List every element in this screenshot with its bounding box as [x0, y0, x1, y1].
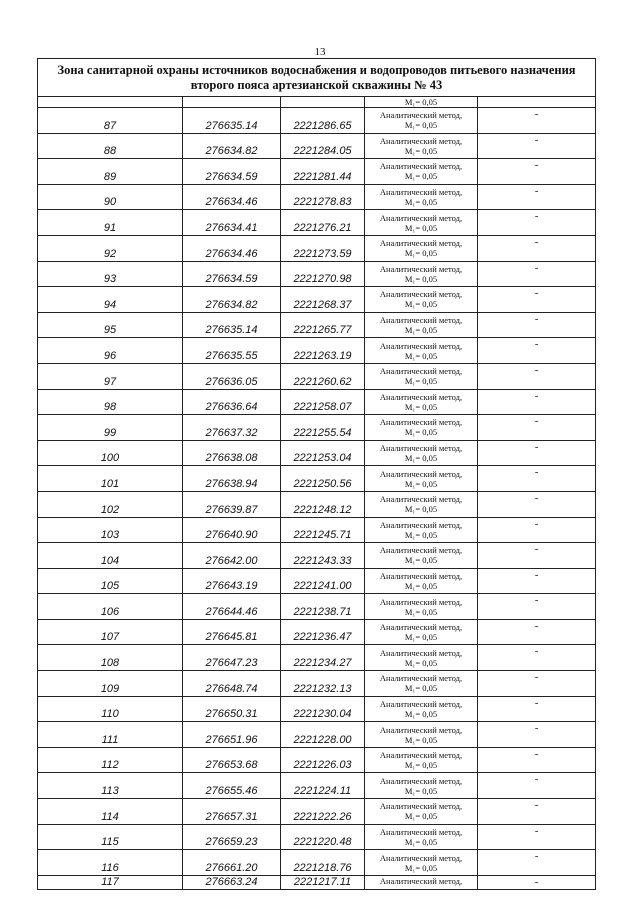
point-number: 114 — [38, 799, 183, 825]
coord-x: 276657.31 — [183, 799, 281, 825]
method-line1: Аналитический метод, — [379, 135, 463, 146]
coord-x: 276655.46 — [183, 773, 281, 799]
dash-cell: - — [478, 517, 596, 543]
table-row — [38, 645, 596, 671]
dash-cell: - — [478, 619, 596, 645]
table-row — [38, 235, 596, 261]
dash-cell: - — [478, 210, 596, 236]
coord-x: 276659.23 — [183, 824, 281, 850]
coord-x: 276642.00 — [183, 543, 281, 569]
coord-y: 2221253.04 — [281, 440, 365, 466]
coord-x: 276635.55 — [183, 338, 281, 364]
method-line2: M₁= 0,05 — [404, 427, 438, 438]
carryover-cell-n — [38, 97, 183, 108]
method-cell — [365, 747, 478, 773]
carryover-cell-dash — [478, 97, 596, 108]
method-line2: M₁= 0,05 — [404, 632, 438, 643]
method-line2: M₁= 0,05 — [404, 145, 438, 156]
method-cell — [365, 824, 478, 850]
dash-cell: - — [478, 159, 596, 185]
point-number: 93 — [38, 261, 183, 287]
method-line2: M₁= 0,05 — [404, 325, 438, 336]
point-number: 98 — [38, 389, 183, 415]
dash-cell: - — [478, 440, 596, 466]
method-line2: M₁= 0,05 — [404, 478, 438, 489]
table-row — [38, 773, 596, 799]
method-cell — [365, 159, 478, 185]
coord-y: 2221250.56 — [281, 466, 365, 492]
carryover-cell-y — [281, 97, 365, 108]
table-row — [38, 363, 596, 389]
table-row — [38, 722, 596, 748]
coord-y: 2221248.12 — [281, 491, 365, 517]
method-line2: M₁= 0,05 — [404, 862, 438, 873]
carryover-cell-x — [183, 97, 281, 108]
table-row — [38, 108, 596, 134]
coord-y: 2221222.26 — [281, 799, 365, 825]
coord-x: 276636.05 — [183, 363, 281, 389]
coord-x: 276635.14 — [183, 312, 281, 338]
point-number: 112 — [38, 747, 183, 773]
method-line1: Аналитический метод, — [379, 622, 463, 633]
method-line2: M₁= 0,05 — [404, 760, 438, 771]
table-row — [38, 210, 596, 236]
table-row — [38, 850, 596, 876]
point-number: 116 — [38, 850, 183, 876]
coord-y: 2221268.37 — [281, 287, 365, 313]
point-number: 111 — [38, 722, 183, 748]
method-cell — [365, 773, 478, 799]
method-line1: Аналитический метод, — [379, 801, 463, 812]
method-cell — [365, 543, 478, 569]
coord-x: 276635.14 — [183, 108, 281, 134]
method-line2: M₁= 0,05 — [404, 273, 438, 284]
table-row — [38, 543, 596, 569]
method-line2: M₁= 0,05 — [404, 529, 438, 540]
dash-cell: - — [478, 594, 596, 620]
method-cell — [365, 108, 478, 134]
method-line2: M₁= 0,05 — [404, 299, 438, 310]
method-line1: Аналитический метод, — [379, 519, 463, 530]
method-line1: Аналитический метод, — [379, 443, 463, 454]
method-cell — [365, 568, 478, 594]
point-number: 108 — [38, 645, 183, 671]
coord-x: 276645.81 — [183, 619, 281, 645]
coord-x: 276653.68 — [183, 747, 281, 773]
coord-x: 276638.94 — [183, 466, 281, 492]
method-line2: M₁= 0,05 — [404, 248, 438, 259]
coord-y: 2221241.00 — [281, 568, 365, 594]
table-row — [38, 287, 596, 313]
dash-cell: - — [478, 338, 596, 364]
method-cell — [365, 722, 478, 748]
carryover-method: M₁= 0,05 — [365, 97, 478, 108]
method-line1: Аналитический метод, — [379, 417, 463, 428]
method-cell — [365, 287, 478, 313]
dash-cell: - — [478, 747, 596, 773]
coord-x: 276634.46 — [183, 235, 281, 261]
method-cell — [365, 491, 478, 517]
point-number: 104 — [38, 543, 183, 569]
coord-x: 276651.96 — [183, 722, 281, 748]
coord-x: 276661.20 — [183, 850, 281, 876]
method-line2: M₁= 0,05 — [404, 222, 438, 233]
coord-y: 2221273.59 — [281, 235, 365, 261]
table-title: Зона санитарной охраны источников водоснабжения и водопроводов питьевого назначения второго пояса артезианской скважины № 43 — [38, 59, 596, 97]
coord-y: 2221230.04 — [281, 696, 365, 722]
point-number: 105 — [38, 568, 183, 594]
method-line2: M₁= 0,05 — [404, 555, 438, 566]
coord-x: 276638.08 — [183, 440, 281, 466]
table-row — [38, 466, 596, 492]
coord-y: 2221276.21 — [281, 210, 365, 236]
method-line1: Аналитический метод, — [379, 647, 463, 658]
method-line2: M₁= 0,05 — [404, 606, 438, 617]
point-number: 103 — [38, 517, 183, 543]
coord-y: 2221245.71 — [281, 517, 365, 543]
dash-cell: - — [478, 363, 596, 389]
method-line1: Аналитический метод, — [379, 673, 463, 684]
method-line2: M₁= 0,05 — [404, 657, 438, 668]
coord-x: 276637.32 — [183, 415, 281, 441]
coord-x: 276634.46 — [183, 184, 281, 210]
method-cell — [365, 594, 478, 620]
coord-x: 276644.46 — [183, 594, 281, 620]
method-line1: Аналитический метод, — [379, 187, 463, 198]
point-number: 88 — [38, 133, 183, 159]
coord-y: 2221220.48 — [281, 824, 365, 850]
method-line2: M₁= 0,05 — [404, 580, 438, 591]
method-line2: M₁= 0,05 — [404, 836, 438, 847]
coord-y: 2221232.13 — [281, 671, 365, 697]
method-line2: M₁= 0,05 — [404, 350, 438, 361]
method-line2: M₁= 0,05 — [404, 453, 438, 464]
dash-cell: - — [478, 645, 596, 671]
coord-x: 276650.31 — [183, 696, 281, 722]
table-row — [38, 415, 596, 441]
table-row — [38, 184, 596, 210]
dash-cell: - — [478, 671, 596, 697]
point-number: 87 — [38, 108, 183, 134]
method-line2: M₁= 0,05 — [404, 171, 438, 182]
method-cell — [365, 312, 478, 338]
table-row — [38, 389, 596, 415]
coord-y: 2221263.19 — [281, 338, 365, 364]
dash-cell: - — [478, 312, 596, 338]
table-row — [38, 594, 596, 620]
point-number: 113 — [38, 773, 183, 799]
method-line1: Аналитический метод, — [379, 161, 463, 172]
coord-y: 2221286.65 — [281, 108, 365, 134]
method-line1: Аналитический метод, — [379, 340, 463, 351]
coord-x: 276643.19 — [183, 568, 281, 594]
method-cell — [365, 440, 478, 466]
point-number: 101 — [38, 466, 183, 492]
table-row — [38, 671, 596, 697]
dash-cell: - — [478, 235, 596, 261]
table-row — [38, 619, 596, 645]
dash-cell: - — [478, 696, 596, 722]
method-line2: M₁= 0,05 — [404, 708, 438, 719]
point-number: 109 — [38, 671, 183, 697]
point-number: 102 — [38, 491, 183, 517]
table-row — [38, 568, 596, 594]
point-number: 94 — [38, 287, 183, 313]
method-line1: Аналитический метод, — [379, 263, 463, 274]
method-line1: Аналитический метод, — [379, 545, 463, 556]
table-row — [38, 440, 596, 466]
coord-y: 2221265.77 — [281, 312, 365, 338]
coord-y: 2221236.47 — [281, 619, 365, 645]
point-number: 110 — [38, 696, 183, 722]
coord-x: 276634.59 — [183, 261, 281, 287]
coord-y: 2221234.27 — [281, 645, 365, 671]
method-cell — [365, 184, 478, 210]
table-row — [38, 312, 596, 338]
point-number: 115 — [38, 824, 183, 850]
dash-cell: - — [478, 543, 596, 569]
method-cell — [365, 235, 478, 261]
method-line2: M₁= 0,05 — [404, 504, 438, 515]
table-row-last — [38, 875, 596, 889]
point-number: 97 — [38, 363, 183, 389]
dash-cell: - — [478, 773, 596, 799]
method-line1: Аналитический метод, — [379, 391, 463, 402]
dash-cell: - — [478, 722, 596, 748]
point-number: 95 — [38, 312, 183, 338]
table-row — [38, 261, 596, 287]
method-cell — [365, 466, 478, 492]
dash-cell: - — [478, 389, 596, 415]
table-row — [38, 799, 596, 825]
method-line2: M₁= 0,05 — [404, 401, 438, 412]
coord-x: 276663.24 — [183, 875, 281, 889]
table-row — [38, 159, 596, 185]
dash-cell: - — [478, 415, 596, 441]
dash-cell: - — [478, 850, 596, 876]
method-line1: Аналитический метод, — [379, 315, 463, 326]
coord-y: 2221226.03 — [281, 747, 365, 773]
method-line1: Аналитический метод, — [379, 852, 463, 863]
coord-y: 2221255.54 — [281, 415, 365, 441]
method-cell — [365, 619, 478, 645]
method-cell — [365, 389, 478, 415]
coord-y: 2221258.07 — [281, 389, 365, 415]
point-number: 117 — [38, 875, 183, 889]
method-cell — [365, 517, 478, 543]
method-line1: Аналитический метод, — [379, 212, 463, 223]
method-cell — [365, 261, 478, 287]
method-line1: Аналитический метод, — [379, 238, 463, 249]
table-row — [38, 491, 596, 517]
method-line2: M₁= 0,05 — [404, 811, 438, 822]
method-cell: Аналитический метод, — [365, 875, 478, 889]
dash-cell: - — [478, 799, 596, 825]
dash-cell: - — [478, 824, 596, 850]
point-number: 92 — [38, 235, 183, 261]
method-line1: Аналитический метод, — [379, 724, 463, 735]
coord-x: 276634.82 — [183, 133, 281, 159]
method-line1: Аналитический метод, — [379, 750, 463, 761]
method-line1: Аналитический метод, — [379, 698, 463, 709]
coord-x: 276634.59 — [183, 159, 281, 185]
coord-y: 2221238.71 — [281, 594, 365, 620]
page-number: 13 — [314, 46, 326, 58]
method-cell — [365, 363, 478, 389]
carryover-row — [38, 97, 596, 108]
point-number: 106 — [38, 594, 183, 620]
coord-x: 276639.87 — [183, 491, 281, 517]
method-cell — [365, 210, 478, 236]
method-line2: M₁= 0,05 — [404, 734, 438, 745]
coord-y: 2221278.83 — [281, 184, 365, 210]
method-line1: Аналитический метод, — [379, 110, 463, 121]
point-number: 96 — [38, 338, 183, 364]
coord-x: 276634.82 — [183, 287, 281, 313]
dash-cell: - — [478, 108, 596, 134]
coord-x: 276648.74 — [183, 671, 281, 697]
dash-cell: - — [478, 133, 596, 159]
table-row — [38, 747, 596, 773]
point-number: 89 — [38, 159, 183, 185]
coord-y: 2221281.44 — [281, 159, 365, 185]
method-cell — [365, 850, 478, 876]
method-line1: Аналитический метод, — [379, 570, 463, 581]
method-line1: Аналитический метод, — [379, 494, 463, 505]
coord-y: 2221243.33 — [281, 543, 365, 569]
method-cell — [365, 645, 478, 671]
method-line2: M₁= 0,05 — [404, 197, 438, 208]
coord-y: 2221284.05 — [281, 133, 365, 159]
point-number: 91 — [38, 210, 183, 236]
method-cell — [365, 671, 478, 697]
method-line1: Аналитический метод, — [379, 468, 463, 479]
coord-y: 2221217.11 — [281, 875, 365, 889]
dash-cell: - — [478, 875, 596, 889]
point-number: 100 — [38, 440, 183, 466]
method-line1: Аналитический метод, — [379, 775, 463, 786]
table-row — [38, 696, 596, 722]
table-row — [38, 338, 596, 364]
dash-cell: - — [478, 261, 596, 287]
coord-y: 2221218.76 — [281, 850, 365, 876]
coord-y: 2221224.11 — [281, 773, 365, 799]
dash-cell: - — [478, 184, 596, 210]
dash-cell: - — [478, 491, 596, 517]
method-cell — [365, 133, 478, 159]
method-line1: Аналитический метод, — [379, 289, 463, 300]
coord-x: 276647.23 — [183, 645, 281, 671]
method-cell — [365, 338, 478, 364]
dash-cell: - — [478, 287, 596, 313]
method-line2: M₁= 0,05 — [404, 120, 438, 131]
table-row — [38, 824, 596, 850]
method-line1: Аналитический метод, — [379, 826, 463, 837]
method-line1: Аналитический метод, — [379, 596, 463, 607]
point-number: 90 — [38, 184, 183, 210]
coord-x: 276636.64 — [183, 389, 281, 415]
table-row — [38, 133, 596, 159]
point-number: 107 — [38, 619, 183, 645]
coord-x: 276640.90 — [183, 517, 281, 543]
method-cell — [365, 799, 478, 825]
coord-y: 2221270.98 — [281, 261, 365, 287]
method-line2: M₁= 0,05 — [404, 683, 438, 694]
coord-y: 2221228.00 — [281, 722, 365, 748]
method-line2: M₁= 0,05 — [404, 785, 438, 796]
coord-y: 2221260.62 — [281, 363, 365, 389]
point-number: 99 — [38, 415, 183, 441]
dash-cell: - — [478, 568, 596, 594]
coord-x: 276634.41 — [183, 210, 281, 236]
dash-cell: - — [478, 466, 596, 492]
method-cell — [365, 415, 478, 441]
method-cell — [365, 696, 478, 722]
method-line2: M₁= 0,05 — [404, 376, 438, 387]
table-row — [38, 517, 596, 543]
method-line1: Аналитический метод, — [379, 366, 463, 377]
coordinates-table — [37, 58, 596, 890]
